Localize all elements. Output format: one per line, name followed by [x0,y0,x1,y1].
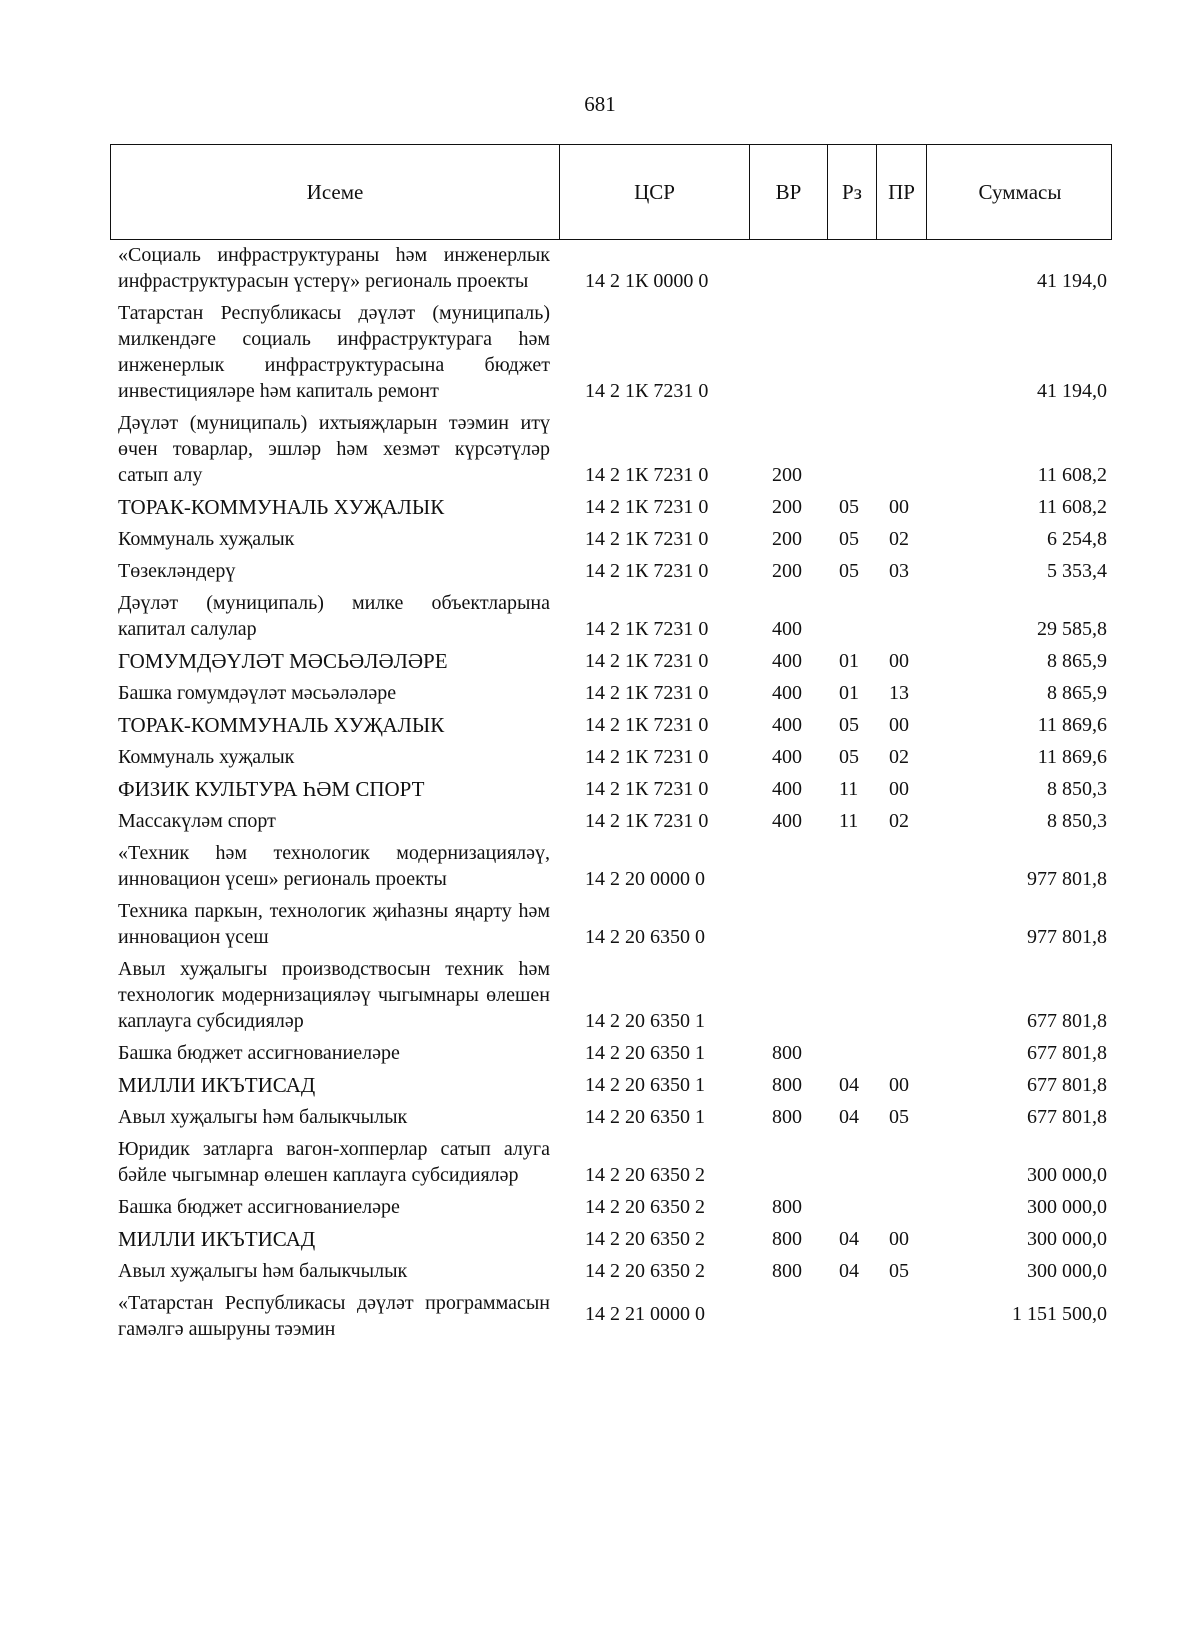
row-sum: 8 865,9 [1047,682,1107,704]
row-sum: 977 801,8 [1027,868,1107,890]
row-sum: 300 000,0 [1027,1196,1107,1218]
row-name: «Техник һәм технологик модернизацияләү, инновацион үсеш» региональ проекты [118,842,550,890]
row-csr: 14 2 1К 7231 0 [585,496,709,518]
row-vr: 400 [772,682,802,704]
row-name: «Татарстан Республикасы дәүләт программасын гамәлгә ашыруны тәэмин [118,1292,550,1340]
row-vr: 800 [772,1196,802,1218]
row-name: ТОРАК-КОММУНАЛЬ ХУҖАЛЫК [118,713,445,737]
row-vr: 200 [772,560,802,582]
table-row [0,646,1200,678]
row-vr: 200 [772,528,802,550]
row-sum: 29 585,8 [1037,618,1107,640]
row-name: Авыл хуҗалыгы һәм балыкчылык [118,1106,408,1128]
table-row [0,524,1200,556]
row-name: Коммуналь хуҗалык [118,528,295,550]
row-vr: 800 [772,1106,802,1128]
row-vr: 800 [772,1042,802,1064]
table-row [0,774,1200,806]
row-vr: 800 [772,1260,802,1282]
row-csr: 14 2 1К 7231 0 [585,560,709,582]
header-vr: ВР [749,145,827,239]
row-vr: 200 [772,496,802,518]
row-sum: 11 869,6 [1037,714,1107,736]
row-pr: 00 [889,1228,909,1250]
table-row [0,1070,1200,1102]
row-csr: 14 2 20 0000 0 [585,868,705,890]
row-csr: 14 2 20 6350 1 [585,1010,705,1032]
row-name: МИЛЛИ ИКЪТИСАД [118,1227,316,1251]
row-csr: 14 2 1К 7231 0 [585,778,709,800]
row-sum: 300 000,0 [1027,1164,1107,1186]
row-sum: 677 801,8 [1027,1042,1107,1064]
row-rz: 04 [839,1074,859,1096]
row-sum: 8 850,3 [1047,810,1107,832]
row-rz: 01 [839,650,859,672]
table-row [0,298,1200,408]
row-name: МИЛЛИ ИКЪТИСАД [118,1073,316,1097]
row-name: ФИЗИК КУЛЬТУРА ҺӘМ СПОРТ [118,777,425,801]
row-pr: 00 [889,496,909,518]
row-csr: 14 2 20 6350 1 [585,1042,705,1064]
row-name: «Социаль инфраструктураны һәм инженерлык инфраструктурасын үстерү» региональ проекты [118,244,550,292]
table-row [0,1192,1200,1224]
row-pr: 02 [889,746,909,768]
row-sum: 8 865,9 [1047,650,1107,672]
row-name: Төзекләндерү [118,560,236,582]
row-rz: 04 [839,1260,859,1282]
row-csr: 14 2 1К 7231 0 [585,650,709,672]
row-name: Башка бюджет ассигнованиеләре [118,1042,400,1064]
row-vr: 400 [772,810,802,832]
table-row [0,492,1200,524]
row-pr: 00 [889,1074,909,1096]
table-row [0,838,1200,896]
row-sum: 677 801,8 [1027,1010,1107,1032]
table-row [0,1288,1200,1346]
row-name: Массакүләм спорт [118,810,276,832]
row-vr: 800 [772,1074,802,1096]
row-sum: 300 000,0 [1027,1228,1107,1250]
row-vr: 400 [772,778,802,800]
row-vr: 200 [772,464,802,486]
row-rz: 05 [839,714,859,736]
header-csr: ЦСР [559,145,749,239]
row-sum: 5 353,4 [1047,560,1107,582]
row-csr: 14 2 1К 7231 0 [585,682,709,704]
row-sum: 1 151 500,0 [1012,1303,1107,1325]
row-csr: 14 2 1К 7231 0 [585,528,709,550]
row-csr: 14 2 1К 7231 0 [585,464,709,486]
row-csr: 14 2 20 6350 1 [585,1074,705,1096]
row-sum: 677 801,8 [1027,1106,1107,1128]
table-header [110,144,1112,240]
row-pr: 13 [889,682,909,704]
row-rz: 11 [839,810,859,832]
table-row [0,1102,1200,1134]
header-sum: Суммасы [926,145,1113,239]
row-name: Юридик затларга вагон-хопперлар сатып алуга бәйле чыгымнар өлешен каплауга субсидияләр [118,1138,550,1186]
table-row [0,240,1200,298]
row-pr: 03 [889,560,909,582]
table-row [0,1134,1200,1192]
row-sum: 300 000,0 [1027,1260,1107,1282]
row-name: Техника паркын, технологик җиһазны яңарту һәм инновацион үсеш [118,900,550,948]
row-name: Башка гомумдәүләт мәсьәләләре [118,682,397,704]
row-csr: 14 2 20 6350 2 [585,1228,705,1250]
row-name: Коммуналь хуҗалык [118,746,295,768]
row-csr: 14 2 1К 7231 0 [585,380,709,402]
row-name: ГОМУМДӘҮЛӘТ МӘСЬӘЛӘЛӘРЕ [118,649,448,673]
table-row [0,1224,1200,1256]
row-name: Дәүләт (муниципаль) милке объектларына капитал салулар [118,592,550,640]
row-rz: 04 [839,1228,859,1250]
row-sum: 11 608,2 [1037,496,1107,518]
row-sum: 11 608,2 [1037,464,1107,486]
row-sum: 11 869,6 [1037,746,1107,768]
table-row [0,588,1200,646]
row-csr: 14 2 1К 7231 0 [585,746,709,768]
row-name: Башка бюджет ассигнованиеләре [118,1196,400,1218]
row-sum: 6 254,8 [1047,528,1107,550]
row-csr: 14 2 20 6350 1 [585,1106,705,1128]
table-row [0,678,1200,710]
row-sum: 8 850,3 [1047,778,1107,800]
table-row [0,742,1200,774]
row-name: Авыл хуҗалыгы производствосын техник һәм технологик модернизацияләү чыгымнары өлешен каплауга субсидияләр [118,958,550,1032]
row-rz: 05 [839,560,859,582]
row-csr: 14 2 21 0000 0 [585,1303,705,1325]
row-pr: 05 [889,1260,909,1282]
row-sum: 677 801,8 [1027,1074,1107,1096]
row-name: ТОРАК-КОММУНАЛЬ ХУҖАЛЫК [118,495,445,519]
row-csr: 14 2 20 6350 2 [585,1196,705,1218]
row-rz: 11 [839,778,859,800]
row-sum: 41 194,0 [1037,380,1107,402]
row-csr: 14 2 1К 0000 0 [585,270,709,292]
table-row [0,1256,1200,1288]
page-number: 681 [584,92,616,116]
row-pr: 00 [889,778,909,800]
table-row [0,954,1200,1038]
row-csr: 14 2 1К 7231 0 [585,714,709,736]
row-rz: 01 [839,682,859,704]
row-csr: 14 2 20 6350 2 [585,1260,705,1282]
row-vr: 400 [772,714,802,736]
table-row [0,408,1200,492]
row-pr: 05 [889,1106,909,1128]
table-row [0,896,1200,954]
table-row [0,710,1200,742]
row-pr: 00 [889,650,909,672]
row-pr: 02 [889,528,909,550]
row-pr: 00 [889,714,909,736]
row-name: Дәүләт (муниципаль) ихтыяҗларын тәэмин итү өчен товарлар, эшләр һәм хезмәт күрсәтүләр сатып алу [118,412,550,486]
table-row [0,806,1200,838]
row-vr: 400 [772,618,802,640]
table-body [0,240,1200,1346]
row-vr: 800 [772,1228,802,1250]
row-vr: 400 [772,650,802,672]
table-row [0,556,1200,588]
row-vr: 400 [772,746,802,768]
row-csr: 14 2 20 6350 0 [585,926,705,948]
row-rz: 04 [839,1106,859,1128]
header-pr: ПР [876,145,926,239]
row-rz: 05 [839,496,859,518]
table-row [0,1038,1200,1070]
row-rz: 05 [839,746,859,768]
row-csr: 14 2 20 6350 2 [585,1164,705,1186]
header-name: Исеме [306,179,364,204]
row-sum: 977 801,8 [1027,926,1107,948]
row-csr: 14 2 1К 7231 0 [585,810,709,832]
row-sum: 41 194,0 [1037,270,1107,292]
row-pr: 02 [889,810,909,832]
row-rz: 05 [839,528,859,550]
header-rz: Рз [827,145,876,239]
row-name: Татарстан Республикасы дәүләт (муниципаль) милкендәге социаль инфраструктурага һәм инженерлык инфраструктурасына бюджет инвестицияләре һәм капиталь ремонт [118,302,550,402]
row-name: Авыл хуҗалыгы һәм балыкчылык [118,1260,408,1282]
row-csr: 14 2 1К 7231 0 [585,618,709,640]
